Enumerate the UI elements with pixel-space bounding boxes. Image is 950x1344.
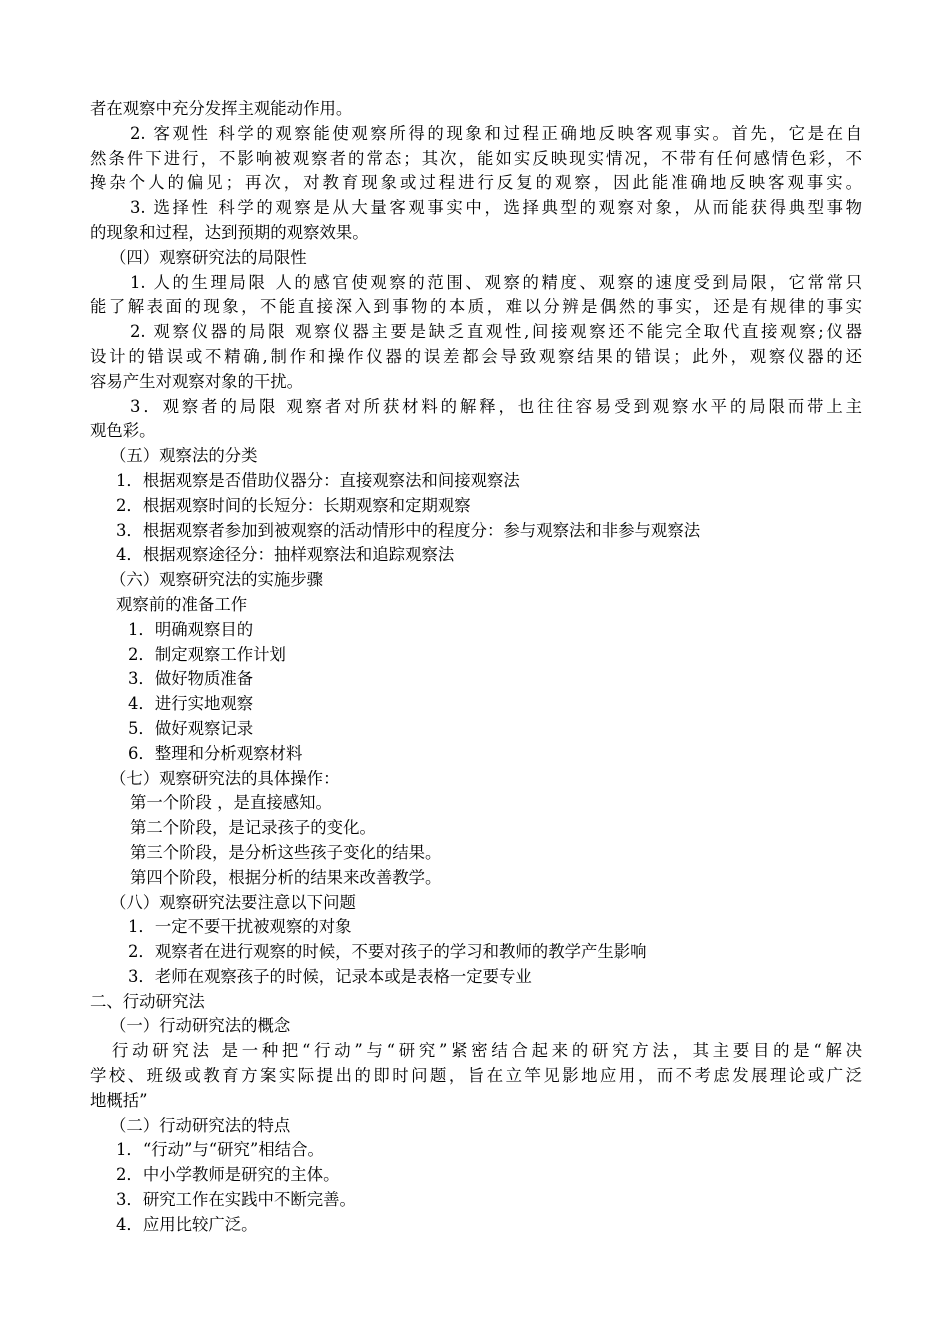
section-heading: （六）观察研究法的实施步骤 bbox=[110, 570, 324, 590]
text-line: 学校、班级或教育方案实际提出的即时问题，旨在立竿见影地应用，而不考虑发展理论或广泛 bbox=[90, 1066, 862, 1086]
text-line: 3．观察者的局限 观察者对所获材料的解释，也往往容易受到观察水平的局限而带上主 bbox=[130, 396, 862, 416]
text-line: 搀杂个人的偏见；再次，对教育现象或过程进行反复的观察，因此能准确地反映客观事实。 bbox=[90, 173, 862, 193]
section-heading: （一）行动研究法的概念 bbox=[110, 1016, 291, 1036]
text-line: 地概括” bbox=[90, 1090, 148, 1110]
text-line: 者在观察中充分发挥主观能动作用。 bbox=[90, 99, 353, 118]
document-page bbox=[90, 97, 862, 1238]
text-line: 第二个阶段，是记录孩子的变化。 bbox=[130, 818, 376, 838]
list-item: 4．应用比较广泛。 bbox=[116, 1214, 258, 1234]
text-line: 设计的错误或不精确,制作和操作仪器的误差都会导致观察结果的错误；此外，观察仪器的还 bbox=[90, 346, 862, 366]
list-item: 1．明确观察目的 bbox=[128, 619, 254, 639]
list-item: 4．根据观察途径分：抽样观察法和追踪观察法 bbox=[116, 545, 455, 565]
text-line: 行动研究法 是一种把“行动”与“研究”紧密结合起来的研究方法，其主要目的是“解决 bbox=[112, 1041, 862, 1061]
text-line: 2. 观察仪器的局限 观察仪器主要是缺乏直观性,间接观察还不能完全取代直接观察;仪器 bbox=[130, 322, 862, 342]
text-line: 观色彩。 bbox=[90, 421, 156, 441]
list-item: 3．做好物质准备 bbox=[128, 669, 254, 689]
text-line: 然条件下进行，不影响被观察者的常态；其次，能如实反映现实情况，不带有任何感情色彩，不 bbox=[90, 148, 862, 168]
list-item: 3．研究工作在实践中不断完善。 bbox=[116, 1190, 356, 1210]
text-line: 第一个阶段 ，是直接感知。 bbox=[130, 793, 332, 813]
list-item: 1．“行动”与“研究”相结合。 bbox=[116, 1140, 324, 1160]
list-item: 1．根据观察是否借助仪器分：直接观察法和间接观察法 bbox=[116, 470, 520, 490]
list-item: 5．做好观察记录 bbox=[128, 718, 254, 738]
list-item: 3．老师在观察孩子的时候，记录本或是表格一定要专业 bbox=[128, 966, 532, 986]
text-line: 1. 人的生理局限 人的感官使观察的范围、观察的精度、观察的速度受到局限，它常常只 bbox=[130, 272, 862, 292]
section-heading: （二）行动研究法的特点 bbox=[110, 1115, 291, 1135]
list-item: 2．制定观察工作计划 bbox=[128, 644, 286, 664]
section-heading: （八）观察研究法要注意以下问题 bbox=[110, 892, 356, 912]
text-line: 观察前的准备工作 bbox=[116, 594, 248, 614]
text-line: 容易产生对观察对象的干扰。 bbox=[90, 371, 304, 391]
list-item: 6．整理和分析观察材料 bbox=[128, 743, 303, 763]
text-line: 第四个阶段，根据分析的结果来改善教学。 bbox=[130, 867, 442, 887]
list-item: 2．根据观察时间的长短分：长期观察和定期观察 bbox=[116, 495, 471, 515]
chapter-heading: 二、行动研究法 bbox=[90, 991, 205, 1011]
section-heading: （五）观察法的分类 bbox=[110, 446, 258, 466]
text-line: 3. 选择性 科学的观察是从大量客观事实中，选择典型的观察对象，从而能获得典型事物 bbox=[130, 198, 862, 218]
section-heading: （七）观察研究法的具体操作： bbox=[110, 768, 340, 788]
list-item: 3．根据观察者参加到被观察的活动情形中的程度分：参与观察法和非参与观察法 bbox=[116, 520, 701, 540]
text-line: 的现象和过程，达到预期的观察效果。 bbox=[90, 222, 369, 242]
list-item: 4．进行实地观察 bbox=[128, 694, 254, 714]
list-item: 2．观察者在进行观察的时候，不要对孩子的学习和教师的教学产生影响 bbox=[128, 942, 647, 962]
list-item: 1．一定不要干扰被观察的对象 bbox=[128, 917, 352, 937]
list-item: 2．中小学教师是研究的主体。 bbox=[116, 1165, 340, 1185]
text-line: 能了解表面的现象，不能直接深入到事物的本质，难以分辨是偶然的事实，还是有规律的事实 bbox=[90, 297, 862, 317]
section-heading: （四）观察研究法的局限性 bbox=[110, 247, 307, 267]
text-line: 2. 客观性 科学的观察能使观察所得的现象和过程正确地反映客观事实。首先，它是在自 bbox=[130, 123, 862, 143]
text-line: 第三个阶段，是分析这些孩子变化的结果。 bbox=[130, 842, 442, 862]
